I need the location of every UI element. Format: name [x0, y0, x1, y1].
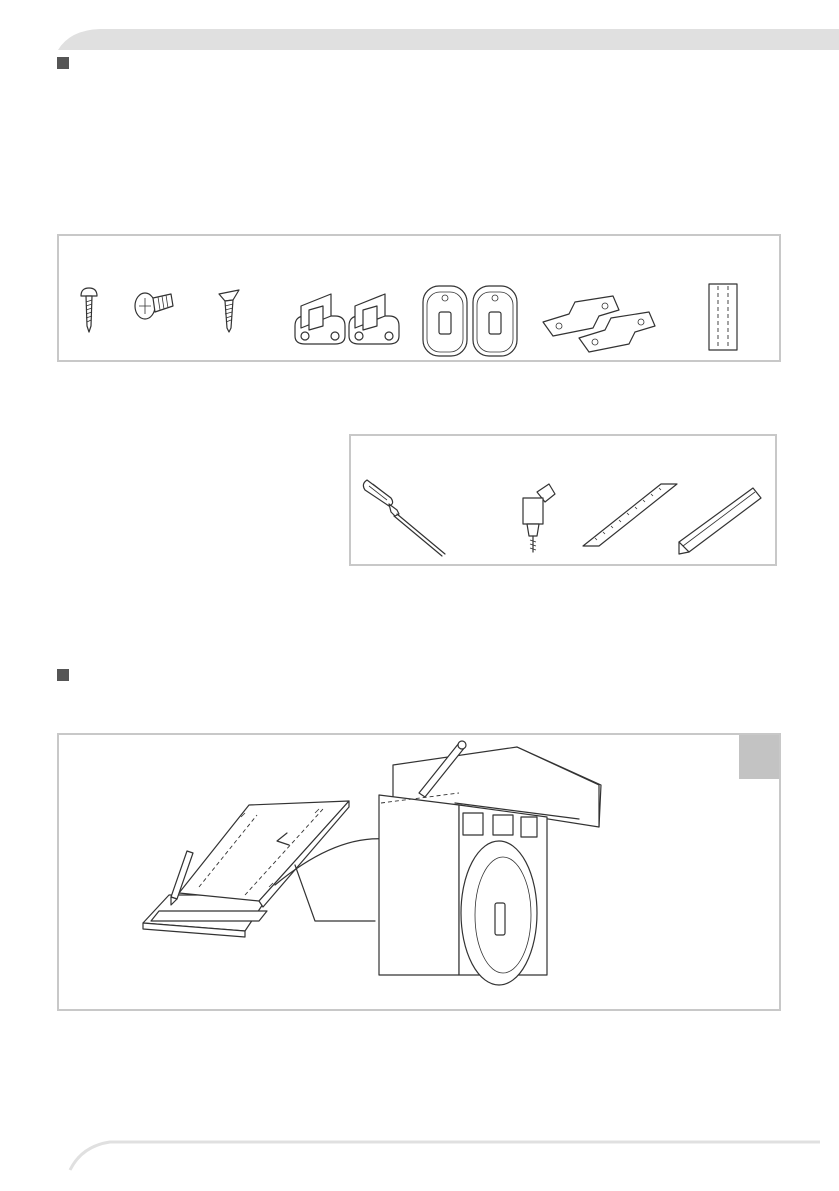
drill-icon — [523, 484, 555, 552]
door-panel — [143, 801, 349, 937]
header-tab — [0, 0, 839, 60]
parts-panel — [57, 234, 781, 362]
round-head-screw-icon — [81, 288, 97, 332]
magnet-catch-icon — [473, 286, 517, 356]
adhesive-strip-icon — [709, 284, 737, 350]
screwdriver-icon — [363, 480, 445, 556]
tools-drawing — [351, 436, 775, 564]
measuring-tape-icon — [583, 484, 677, 546]
installation-drawing — [59, 735, 779, 1009]
section-bullet-icon — [57, 57, 69, 69]
pencil-icon — [679, 488, 761, 554]
parts-drawing — [59, 236, 779, 360]
section-bullet-icon — [57, 669, 69, 681]
tools-panel — [349, 434, 777, 566]
washing-machine — [379, 793, 547, 985]
magnet-catch-icon — [423, 286, 467, 356]
hinge-bracket-icon — [349, 294, 399, 344]
footer-tab — [0, 1130, 839, 1191]
hinge-bracket-icon — [295, 294, 345, 344]
countersunk-screw-icon — [219, 290, 239, 332]
cross-head-bolt-icon — [135, 293, 173, 319]
illustration-panel — [57, 733, 781, 1011]
figure-badge — [739, 735, 779, 779]
